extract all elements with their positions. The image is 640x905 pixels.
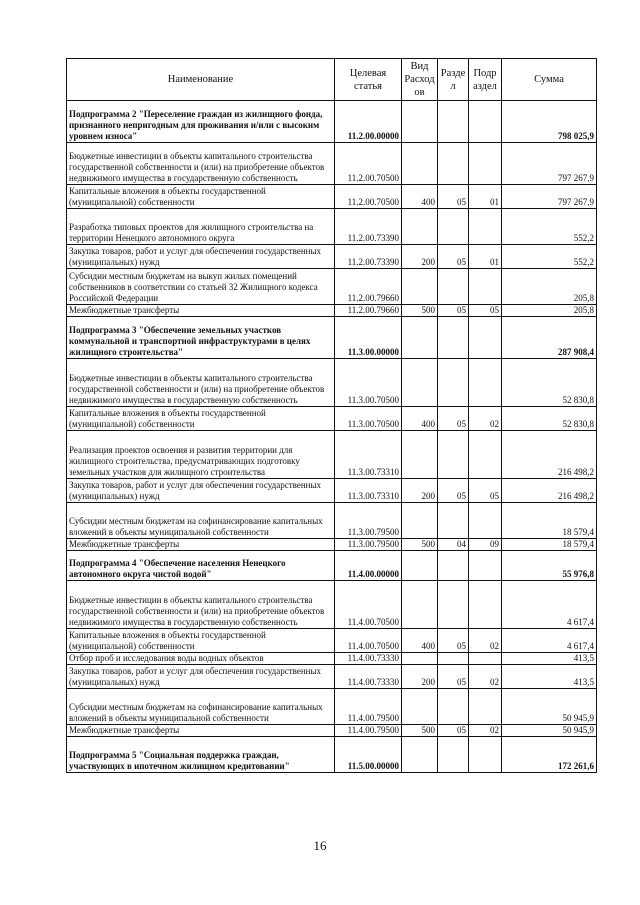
cell-sum: 18 579,4 xyxy=(502,539,597,551)
cell-name: Закупка товаров, работ и услуг для обеспечения государственных (муниципальных) нужд xyxy=(67,479,335,503)
cell-subsection: 02 xyxy=(469,725,502,737)
cell-target-article: 11.4.00.70500 xyxy=(335,581,402,629)
cell-name: Подпрограмма 3 "Обеспечение земельных участков коммунальной и транспортной инфраструктурами в целях жилищного строительства" xyxy=(67,317,335,359)
cell-section xyxy=(438,359,469,407)
cell-subsection: 09 xyxy=(469,539,502,551)
cell-name: Бюджетные инвестиции в объекты капитального строительства государственной собственности и (или) на приобретение объектов недвижимого имущества в государственную собственность xyxy=(67,359,335,407)
cell-sum: 216 498,2 xyxy=(502,479,597,503)
cell-expense-type: 400 xyxy=(402,629,438,653)
cell-expense-type xyxy=(402,317,438,359)
header-target-article: Целевая статья xyxy=(335,59,402,101)
cell-target-article: 11.3.00.79500 xyxy=(335,539,402,551)
cell-sum: 4 617,4 xyxy=(502,629,597,653)
cell-target-article: 11.2.00.70500 xyxy=(335,143,402,185)
cell-sum: 55 976,8 xyxy=(502,551,597,581)
cell-sum: 4 617,4 xyxy=(502,581,597,629)
cell-sum: 205,8 xyxy=(502,269,597,305)
cell-name: Субсидии местным бюджетам на выкуп жилых помещений собственников в соответствии со статьей 32 Жилищного кодекса Российской Федерации xyxy=(67,269,335,305)
cell-section xyxy=(438,503,469,539)
table-row-program xyxy=(67,101,597,143)
cell-subsection: 01 xyxy=(469,185,502,209)
cell-target-article: 11.4.00.79500 xyxy=(335,725,402,737)
cell-name: Подпрограмма 4 "Обеспечение населения Ненецкого автономного округа чистой водой" xyxy=(67,551,335,581)
table-row-program xyxy=(67,317,597,359)
cell-subsection xyxy=(469,653,502,665)
table-row xyxy=(67,581,597,629)
cell-sum: 413,5 xyxy=(502,653,597,665)
table-row xyxy=(67,503,597,539)
cell-section xyxy=(438,101,469,143)
cell-sum: 413,5 xyxy=(502,665,597,689)
cell-subsection xyxy=(469,143,502,185)
cell-section xyxy=(438,581,469,629)
cell-section: 05 xyxy=(438,665,469,689)
cell-expense-type: 500 xyxy=(402,725,438,737)
cell-name: Межбюджетные трансферты xyxy=(67,539,335,551)
cell-subsection xyxy=(469,581,502,629)
table-row-program xyxy=(67,737,597,773)
table-row xyxy=(67,479,597,503)
cell-target-article: 11.4.00.73330 xyxy=(335,653,402,665)
table-row xyxy=(67,629,597,653)
cell-section: 05 xyxy=(438,305,469,317)
cell-name: Разработка типовых проектов для жилищного строительства на территории Ненецкого автономного округа xyxy=(67,209,335,245)
cell-expense-type xyxy=(402,551,438,581)
cell-name: Капитальные вложения в объекты государственной (муниципальной) собственности xyxy=(67,407,335,431)
cell-expense-type: 400 xyxy=(402,185,438,209)
cell-name: Подпрограмма 2 "Переселение граждан из жилищного фонда, признанного непригодным для проживания и/или с высоким уровнем износа" xyxy=(67,101,335,143)
cell-section xyxy=(438,143,469,185)
cell-section xyxy=(438,737,469,773)
cell-target-article: 11.3.00.73310 xyxy=(335,431,402,479)
cell-subsection xyxy=(469,269,502,305)
table-header-row xyxy=(67,59,597,101)
cell-subsection xyxy=(469,503,502,539)
cell-subsection xyxy=(469,101,502,143)
header-section: Разде л xyxy=(438,59,469,101)
page-number: 16 xyxy=(313,838,327,853)
cell-expense-type xyxy=(402,503,438,539)
cell-section: 05 xyxy=(438,629,469,653)
cell-target-article: 11.4.00.00000 xyxy=(335,551,402,581)
cell-subsection xyxy=(469,689,502,725)
cell-target-article: 11.4.00.73330 xyxy=(335,665,402,689)
cell-expense-type: 500 xyxy=(402,305,438,317)
cell-section xyxy=(438,317,469,359)
table-row xyxy=(67,209,597,245)
table-row xyxy=(67,359,597,407)
cell-target-article: 11.3.00.73310 xyxy=(335,479,402,503)
cell-expense-type xyxy=(402,101,438,143)
table-row xyxy=(67,185,597,209)
cell-target-article: 11.5.00.00000 xyxy=(335,737,402,773)
cell-expense-type xyxy=(402,359,438,407)
cell-expense-type xyxy=(402,737,438,773)
cell-subsection: 02 xyxy=(469,407,502,431)
cell-target-article: 11.2.00.79660 xyxy=(335,269,402,305)
table-row xyxy=(67,539,597,551)
cell-sum: 52 830,8 xyxy=(502,407,597,431)
cell-subsection: 02 xyxy=(469,665,502,689)
header-name: Наименование xyxy=(67,59,335,101)
cell-target-article: 11.4.00.70500 xyxy=(335,629,402,653)
cell-expense-type xyxy=(402,143,438,185)
cell-target-article: 11.2.00.79660 xyxy=(335,305,402,317)
cell-target-article: 11.3.00.70500 xyxy=(335,407,402,431)
cell-section xyxy=(438,269,469,305)
cell-subsection xyxy=(469,209,502,245)
cell-sum: 205,8 xyxy=(502,305,597,317)
table-row xyxy=(67,665,597,689)
cell-sum: 52 830,8 xyxy=(502,359,597,407)
cell-subsection xyxy=(469,431,502,479)
table-row xyxy=(67,725,597,737)
cell-expense-type: 400 xyxy=(402,407,438,431)
cell-name: Закупка товаров, работ и услуг для обеспечения государственных (муниципальных) нужд xyxy=(67,245,335,269)
table-row xyxy=(67,305,597,317)
cell-expense-type xyxy=(402,209,438,245)
cell-name: Межбюджетные трансферты xyxy=(67,725,335,737)
cell-sum: 172 261,6 xyxy=(502,737,597,773)
budget-table xyxy=(66,58,597,773)
cell-sum: 797 267,9 xyxy=(502,143,597,185)
cell-target-article: 11.3.00.79500 xyxy=(335,503,402,539)
cell-subsection xyxy=(469,737,502,773)
cell-section: 04 xyxy=(438,539,469,551)
header-sum: Сумма xyxy=(502,59,597,101)
cell-name: Субсидии местным бюджетам на софинансирование капитальных вложений в объекты муниципальной собственности xyxy=(67,503,335,539)
cell-name: Капитальные вложения в объекты государственной (муниципальной) собственности xyxy=(67,629,335,653)
cell-section: 05 xyxy=(438,479,469,503)
cell-name: Закупка товаров, работ и услуг для обеспечения государственных (муниципальных) нужд xyxy=(67,665,335,689)
cell-target-article: 11.2.00.73390 xyxy=(335,209,402,245)
cell-expense-type: 200 xyxy=(402,665,438,689)
table-row xyxy=(67,689,597,725)
cell-section xyxy=(438,653,469,665)
cell-name: Межбюджетные трансферты xyxy=(67,305,335,317)
cell-sum: 50 945,9 xyxy=(502,689,597,725)
cell-expense-type xyxy=(402,653,438,665)
cell-expense-type: 200 xyxy=(402,245,438,269)
cell-subsection xyxy=(469,317,502,359)
header-subsection: Подр аздел xyxy=(469,59,502,101)
cell-subsection xyxy=(469,551,502,581)
cell-expense-type xyxy=(402,689,438,725)
cell-expense-type: 500 xyxy=(402,539,438,551)
table-row xyxy=(67,407,597,431)
cell-name: Реализация проектов освоения и развития территории для жилищного строительства, предусматривающих подготовку земельных участков для жилищного строительства xyxy=(67,431,335,479)
cell-section: 05 xyxy=(438,407,469,431)
cell-section xyxy=(438,431,469,479)
cell-section: 05 xyxy=(438,725,469,737)
cell-subsection: 02 xyxy=(469,629,502,653)
cell-name: Капитальные вложения в объекты государственной (муниципальной) собственности xyxy=(67,185,335,209)
cell-sum: 552,2 xyxy=(502,209,597,245)
cell-name: Субсидии местным бюджетам на софинансирование капитальных вложений в объекты муниципальной собственности xyxy=(67,689,335,725)
cell-sum: 287 908,4 xyxy=(502,317,597,359)
cell-expense-type: 200 xyxy=(402,479,438,503)
cell-section: 05 xyxy=(438,185,469,209)
cell-expense-type xyxy=(402,581,438,629)
cell-name: Подпрограмма 5 "Социальная поддержка граждан, участвующих в ипотечном жилищном кредитовании" xyxy=(67,737,335,773)
table-row xyxy=(67,143,597,185)
cell-section xyxy=(438,551,469,581)
cell-sum: 798 025,9 xyxy=(502,101,597,143)
table-row xyxy=(67,245,597,269)
cell-name: Отбор проб и исследования воды водных объектов xyxy=(67,653,335,665)
cell-expense-type xyxy=(402,269,438,305)
cell-sum: 18 579,4 xyxy=(502,503,597,539)
cell-target-article: 11.2.00.00000 xyxy=(335,101,402,143)
table-row xyxy=(67,269,597,305)
cell-sum: 797 267,9 xyxy=(502,185,597,209)
cell-sum: 552,2 xyxy=(502,245,597,269)
cell-name: Бюджетные инвестиции в объекты капитального строительства государственной собственности и (или) на приобретение объектов недвижимого имущества в государственную собственность xyxy=(67,581,335,629)
cell-target-article: 11.4.00.79500 xyxy=(335,689,402,725)
header-expense-type: Вид Расход ов xyxy=(402,59,438,101)
cell-subsection: 05 xyxy=(469,305,502,317)
cell-section xyxy=(438,209,469,245)
cell-target-article: 11.2.00.73390 xyxy=(335,245,402,269)
cell-sum: 216 498,2 xyxy=(502,431,597,479)
cell-section: 05 xyxy=(438,245,469,269)
cell-section xyxy=(438,689,469,725)
cell-target-article: 11.3.00.00000 xyxy=(335,317,402,359)
cell-sum: 50 945,9 xyxy=(502,725,597,737)
cell-target-article: 11.3.00.70500 xyxy=(335,359,402,407)
cell-name: Бюджетные инвестиции в объекты капитального строительства государственной собственности и (или) на приобретение объектов недвижимого имущества в государственную собственность xyxy=(67,143,335,185)
cell-expense-type xyxy=(402,431,438,479)
table-row-program xyxy=(67,551,597,581)
table-row xyxy=(67,431,597,479)
table-row xyxy=(67,653,597,665)
cell-subsection: 05 xyxy=(469,479,502,503)
cell-subsection xyxy=(469,359,502,407)
cell-subsection: 01 xyxy=(469,245,502,269)
cell-target-article: 11.2.00.70500 xyxy=(335,185,402,209)
